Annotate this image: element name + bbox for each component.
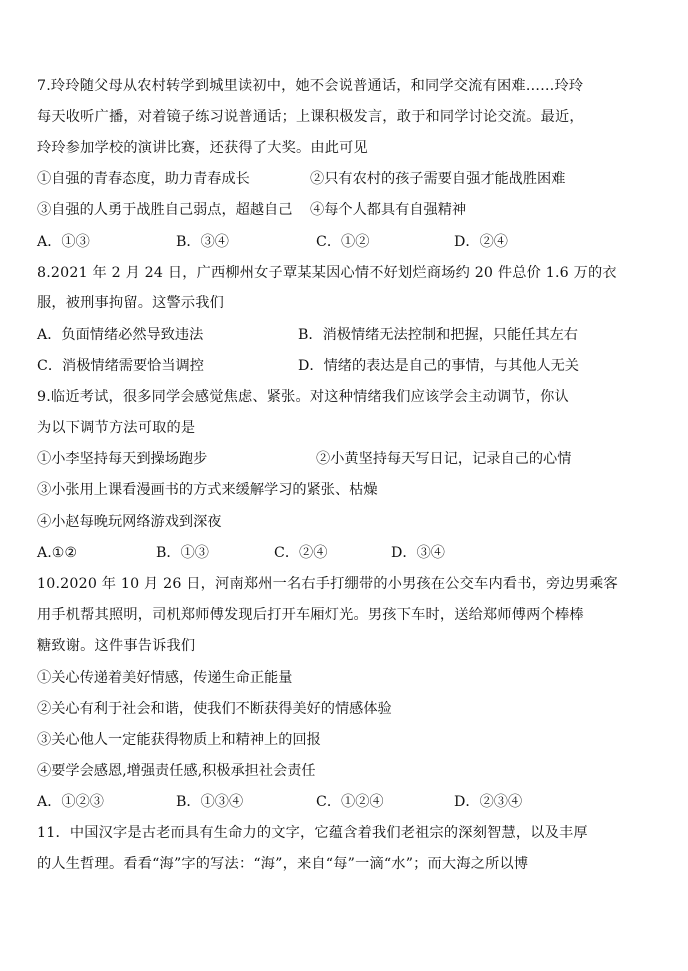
q10-statement-3: ③关心他人一定能获得物质上和精神上的回报 (37, 732, 321, 748)
q7-stem-line-1: 7.玲玲随父母从农村转学到城里读初中，她不会说普通话，和同学交流有困难……玲玲 (37, 78, 584, 94)
q8-stem-line-1: 8.2021 年 2 月 24 日，广西柳州女子覃某某因心情不好划烂商场约 20 件总价 1.6 万的衣 (37, 265, 617, 281)
q8-option-b: B．消极情绪无法控制和把握，只能任其左右 (298, 327, 578, 343)
q7-option-c: C．①② (316, 234, 370, 250)
q8-option-c: C．消极情绪需要恰当调控 (37, 358, 204, 374)
q10-stem-line-3: 糖致谢。这件事告诉我们 (37, 638, 196, 654)
q7-statement-2: ②只有农村的孩子需要自强才能战胜困难 (310, 171, 566, 187)
q10-option-b: B．①③④ (176, 794, 244, 810)
q8-stem-line-2: 服，被刑事拘留。这警示我们 (37, 295, 225, 311)
q9-statement-3: ③小张用上课看漫画书的方式来缓解学习的紧张、枯燥 (37, 482, 378, 498)
q7-stem-line-3: 玲玲参加学校的演讲比赛，还获得了大奖。由此可见 (37, 140, 368, 156)
q7-statement-4: ④每个人都具有自强精神 (310, 202, 467, 218)
q11-stem-line-2: 的人生哲理。看看“海”字的写法：“海”，来自“每”一滴“水”；而大海之所以博 (37, 856, 529, 872)
q7-option-a: A．①③ (37, 234, 90, 250)
q10-option-d: D．②③④ (454, 794, 523, 810)
q9-option-d: D．③④ (391, 545, 445, 561)
q8-option-d: D．情绪的表达是自己的事情，与其他人无关 (298, 358, 579, 374)
q9-option-c: C．②④ (274, 545, 328, 561)
q7-option-d: D．②④ (454, 234, 508, 250)
q10-option-a: A．①②③ (37, 794, 104, 810)
q7-statement-3: ③自强的人勇于战胜自己弱点，超越自己 (37, 202, 293, 218)
q9-statement-2: ②小黄坚持每天写日记，记录自己的心情 (316, 451, 572, 467)
q10-statement-4: ④要学会感恩,增强责任感,积极承担社会责任 (37, 763, 316, 779)
q10-statement-2: ②关心有利于社会和谐，使我们不断获得美好的情感体验 (37, 701, 392, 717)
q9-statement-1: ①小李坚持每天到操场跑步 (37, 451, 208, 467)
q9-statement-4: ④小赵每晚玩网络游戏到深夜 (37, 514, 222, 530)
q10-stem-line-1: 10.2020 年 10 月 26 日，河南郑州一名右手打绷带的小男孩在公交车内看书，旁边男乘客 (37, 576, 618, 592)
q8-option-a: A．负面情绪必然导致违法 (37, 327, 204, 343)
q9-option-a: A.①② (37, 545, 78, 561)
q9-option-b: B．①③ (156, 545, 209, 561)
q10-stem-line-2: 用手机帮其照明，司机郑师傅发现后打开车厢灯光。男孩下车时，送给郑师傅两个棒棒 (37, 607, 584, 623)
q9-stem-line-2: 为以下调节方法可取的是 (37, 420, 196, 436)
q7-stem-line-2: 每天收听广播，对着镜子练习说普通话；上课积极发言，敢于和同学讨论交流。最近， (37, 109, 584, 125)
q7-statement-1: ①自强的青春态度，助力青春成长 (37, 171, 250, 187)
q10-option-c: C．①②④ (316, 794, 384, 810)
q9-stem-line-1: 9.临近考试，很多同学会感觉焦虑、紧张。对这种情绪我们应该学会主动调节，你认 (37, 389, 569, 405)
q7-option-b: B．③④ (176, 234, 229, 250)
q10-statement-1: ①关心传递着美好情感，传递生命正能量 (37, 670, 293, 686)
q11-stem-line-1: 11．中国汉字是古老而具有生命力的文字，它蕴含着我们老祖宗的深刻智慧，以及丰厚 (37, 825, 588, 841)
